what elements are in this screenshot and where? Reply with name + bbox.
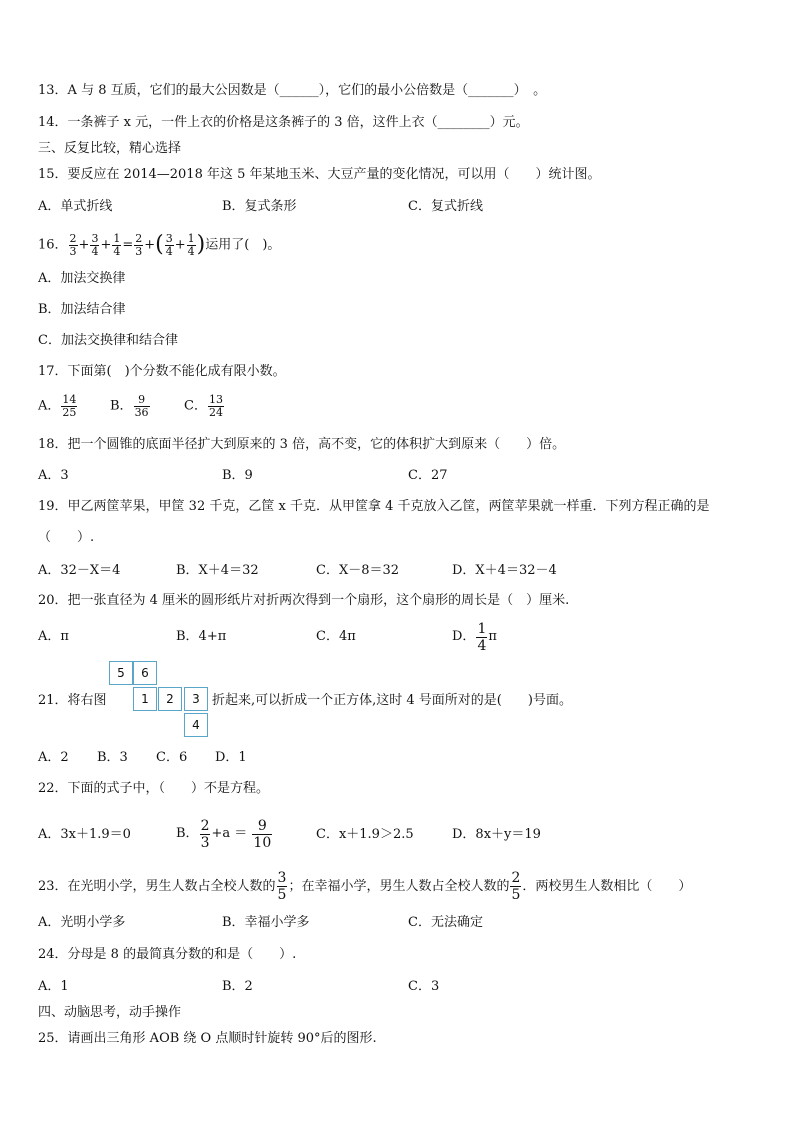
fraction: $\frac{9}{36}$	[134, 393, 149, 419]
q18-option-b: B．9	[222, 468, 253, 483]
section-heading-3: 三、反复比较，精心选择	[38, 141, 182, 156]
q17-option-c: C． $\frac{13}{24}$	[184, 393, 223, 419]
fraction: $\frac{3}{5}$	[277, 870, 287, 903]
section-heading-4: 四、动脑思考，动手操作	[38, 1005, 182, 1020]
q19-option-b: B．X＋4＝32	[176, 563, 259, 578]
q15-option-a: A．单式折线	[38, 199, 113, 214]
q16-option-c: C．加法交换律和结合律	[38, 333, 178, 348]
q21-option-a: A．2	[38, 750, 69, 765]
question-24: 24．分母是 8 的最简真分数的和是（ ）.	[38, 947, 297, 962]
fraction: $\frac{2}{3}$	[200, 817, 210, 851]
q17-option-b: B． $\frac{9}{36}$	[110, 393, 149, 419]
q17-option-a: A． $\frac{14}{25}$	[38, 393, 77, 419]
q16-option-a: A．加法交换律	[38, 271, 126, 286]
cube-face-2: 2	[158, 687, 182, 711]
q22-option-c: C．x＋1.9＞2.5	[316, 827, 414, 842]
cube-face-6: 6	[133, 661, 157, 685]
q21-option-b: B．3	[97, 750, 128, 765]
question-13: 13．A 与 8 互质，它们的最大公因数是（______），它们的最小公倍数是（_______） 。	[38, 83, 547, 98]
question-17: 17．下面第( )个分数不能化成有限小数。	[38, 364, 286, 379]
question-14: 14．一条裤子 x 元，一件上衣的价格是这条裤子的 3 倍，这件上衣（________）元。	[38, 115, 529, 130]
q15-option-b: B．复式条形	[222, 199, 297, 214]
q16-option-b: B．加法结合律	[38, 302, 126, 317]
q23-option-a: A．光明小学多	[38, 915, 126, 930]
fraction: $\frac{3}{4}$	[91, 231, 99, 258]
cube-face-4: 4	[184, 713, 208, 737]
cube-face-5: 5	[109, 661, 133, 685]
q19-option-d: D．X＋4＝32－4	[452, 563, 557, 578]
q19-option-c: C．X－8＝32	[316, 563, 400, 578]
q23-option-c: C．无法确定	[408, 915, 483, 930]
fraction: $\frac{2}{3}$	[69, 231, 77, 258]
q16-number: 16．	[38, 237, 68, 253]
question-21-prefix: 21．将右图	[38, 693, 107, 708]
q24-option-a: A．1	[38, 979, 69, 994]
q22-option-b: B． $\frac{2}{3}$ +a ＝ $\frac{9}{10}$	[176, 817, 272, 851]
q18-option-a: A．3	[38, 468, 69, 483]
question-25: 25．请画出三角形 AOB 绕 O 点顺时针旋转 90°后的图形.	[38, 1031, 377, 1046]
q20-option-d: D． $\frac{1}{4}$ π	[452, 620, 497, 654]
fraction: $\frac{9}{10}$	[253, 817, 272, 851]
q19-option-a: A．32－X＝4	[38, 563, 121, 578]
q20-option-c: C．4π	[316, 629, 356, 644]
fraction: $\frac{13}{24}$	[208, 393, 223, 419]
question-19: 19．甲乙两筐苹果，甲筐 32 千克，乙筐 x 千克．从甲筐拿 4 千克放入乙筐，两筐苹果就一样重．下列方程正确的是	[38, 499, 710, 514]
q18-option-c: C．27	[408, 468, 448, 483]
question-21-suffix: 折起来,可以折成一个正方体,这时 4 号面所对的是( )号面。	[212, 693, 572, 708]
q20-option-a: A．π	[38, 629, 69, 644]
q24-option-c: C．3	[408, 979, 440, 994]
q24-option-b: B．2	[222, 979, 253, 994]
question-23: 23．在光明小学，男生人数占全校人数的 $\frac{3}{5}$ ；在幸福小学，男生人数占全校人数的 $\frac{2}{5}$ ．两校男生人数相比（ ）	[38, 870, 692, 903]
fraction: $\frac{3}{4}$	[165, 231, 173, 258]
question-19-blank: （ ）.	[38, 530, 95, 545]
question-15: 15．要反应在 2014—2018 年这 5 年某地玉米、大豆产量的变化情况，可以用（ ）统计图。	[38, 167, 601, 182]
question-16: 16． $\frac{2}{3}$ + $\frac{3}{4}$ + $\frac{1}{4}$ = $\frac{2}{3}$ +( $\frac{3}{4}$ + $\frac{1}{4}$ )运用了( )。	[38, 231, 281, 258]
fraction: $\frac{1}{4}$	[113, 231, 121, 258]
question-18: 18．把一个圆锥的底面半径扩大到原来的 3 倍，高不变，它的体积扩大到原来（ ）倍。	[38, 437, 566, 452]
q21-option-c: C．6	[156, 750, 188, 765]
fraction: $\frac{1}{4}$	[187, 231, 195, 258]
q21-option-d: D．1	[215, 750, 247, 765]
q22-option-d: D．8x＋y＝19	[452, 827, 541, 842]
q16-suffix: 运用了( )。	[205, 237, 281, 253]
q20-option-b: B．4+π	[176, 629, 227, 644]
question-22: 22．下面的式子中，（ ）不是方程。	[38, 781, 270, 796]
cube-face-1: 1	[133, 687, 157, 711]
q15-option-c: C．复式折线	[408, 199, 483, 214]
cube-face-3: 3	[184, 687, 208, 711]
q23-option-b: B．幸福小学多	[222, 915, 310, 930]
fraction: $\frac{1}{4}$	[477, 620, 487, 654]
question-20: 20．把一张直径为 4 厘米的圆形纸片对折两次得到一个扇形，这个扇形的周长是（ ）厘米.	[38, 593, 570, 608]
q22-option-a: A．3x＋1.9＝0	[38, 827, 131, 842]
fraction: $\frac{14}{25}$	[62, 393, 77, 419]
fraction: $\frac{2}{5}$	[511, 870, 521, 903]
fraction: $\frac{2}{3}$	[135, 231, 143, 258]
